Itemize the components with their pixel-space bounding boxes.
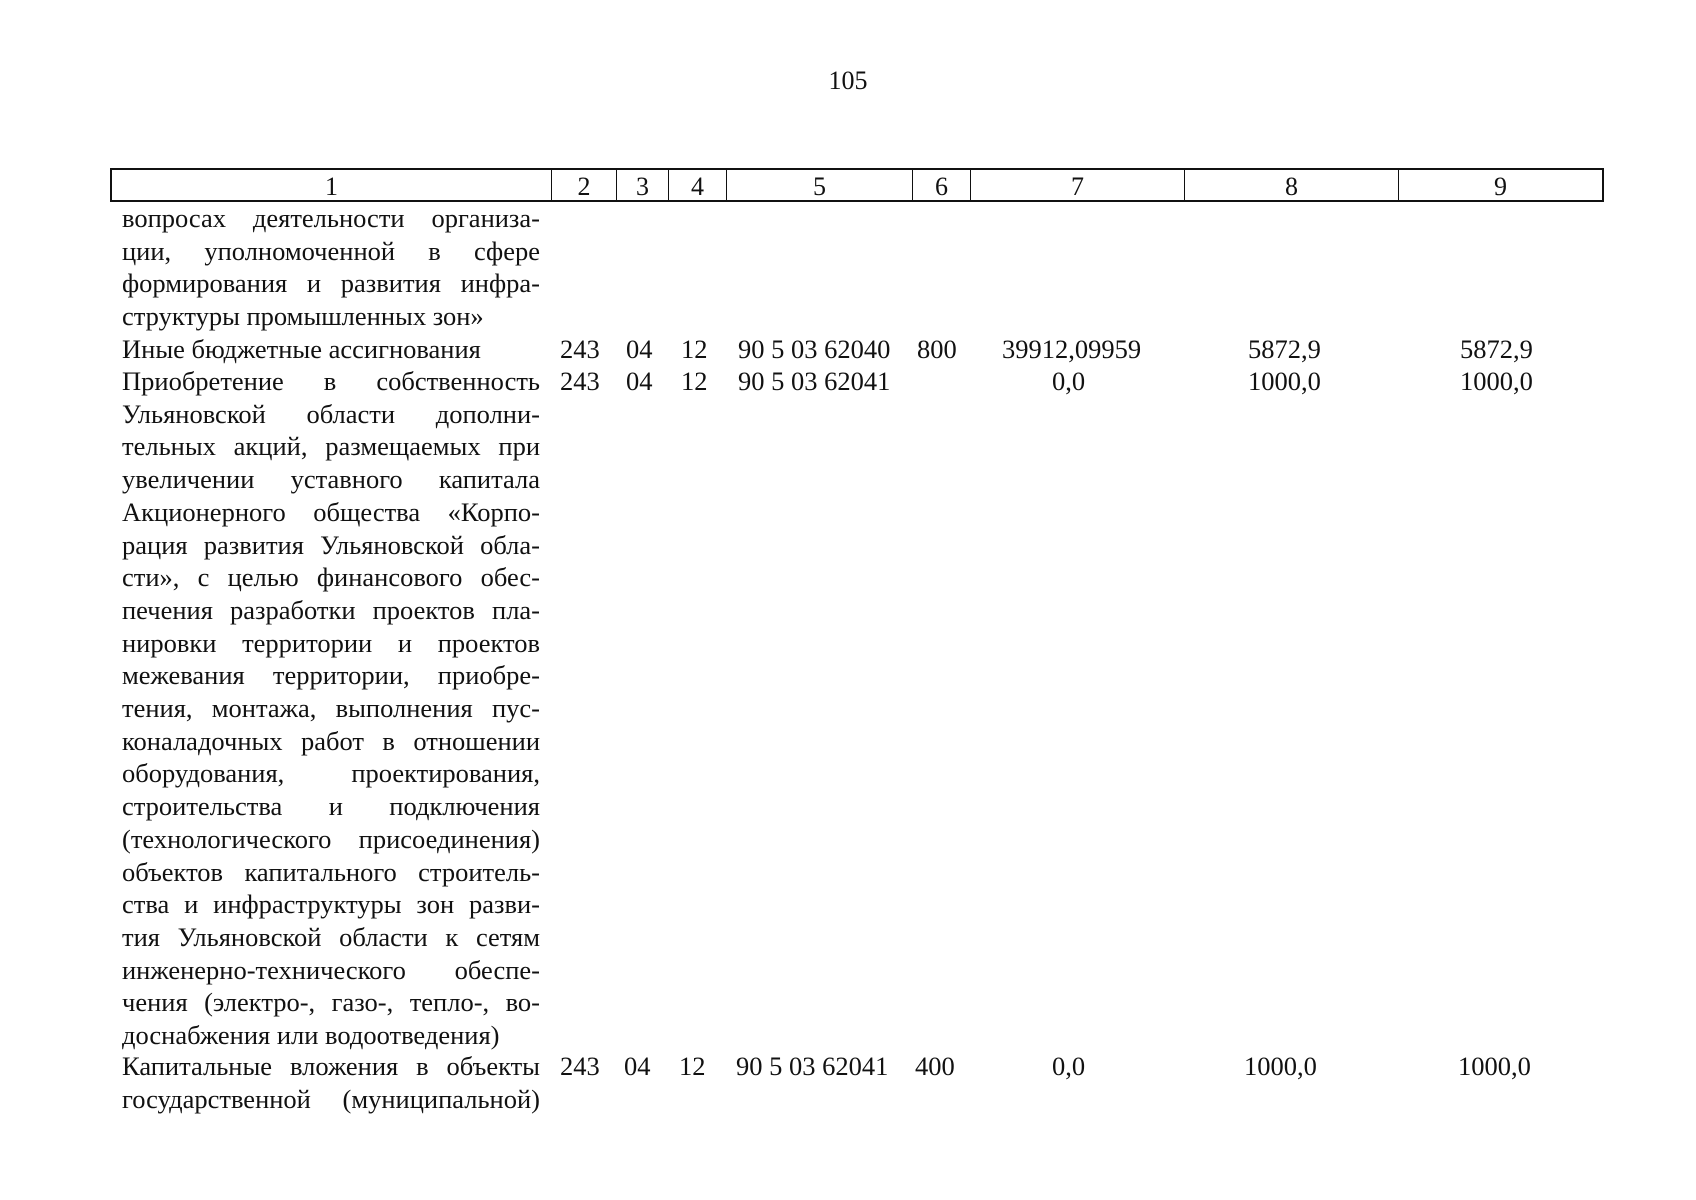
header-cell-3: 3 xyxy=(617,170,669,200)
row-text-line: Приобретение в собственность xyxy=(122,366,540,396)
row-text-line: объектов капитального строитель- xyxy=(122,856,540,887)
cell-col-4: 12 xyxy=(679,1051,706,1081)
row-text-line: нировки территории и проектов xyxy=(122,627,540,658)
cell-col-9: 5872,9 xyxy=(1460,334,1533,364)
row-text-line: межевания территории, приобре- xyxy=(122,660,540,691)
cell-col-8: 5872,9 xyxy=(1248,334,1321,364)
table-row xyxy=(122,365,540,1052)
cell-col-9: 1000,0 xyxy=(1460,366,1533,396)
row-text-line: тельных акций, размещаемых при xyxy=(122,431,540,462)
row-text-line: (технологического присоединения) xyxy=(122,823,540,854)
row-text-line: инженерно-технического обеспе- xyxy=(122,954,540,985)
row-text-line: ства и инфраструктуры зон разви- xyxy=(122,889,540,920)
cell-col-5: 90 5 03 62041 xyxy=(738,366,891,396)
cell-col-5: 90 5 03 62040 xyxy=(738,334,891,364)
row-text-line: Ульяновской области дополни- xyxy=(122,398,540,429)
row-text-line: рация развития Ульяновской обла- xyxy=(122,529,540,560)
cell-col-3: 04 xyxy=(624,1051,651,1081)
cell-col-8: 1000,0 xyxy=(1248,366,1321,396)
header-cell-8: 8 xyxy=(1185,170,1399,200)
cell-col-2: 243 xyxy=(560,1051,600,1081)
cell-col-6: 400 xyxy=(915,1051,955,1081)
header-cell-4: 4 xyxy=(669,170,727,200)
row-text-line: Иные бюджетные ассигнования xyxy=(122,334,481,364)
cell-col-7: 0,0 xyxy=(1052,1051,1086,1081)
cell-col-7: 0,0 xyxy=(1052,366,1086,396)
cell-col-8: 1000,0 xyxy=(1244,1051,1317,1081)
cell-col-2: 243 xyxy=(560,334,600,364)
cell-col-9: 1000,0 xyxy=(1458,1051,1531,1081)
row-text-line: структуры промышленных зон» xyxy=(122,301,484,332)
header-cell-9: 9 xyxy=(1494,172,1507,201)
row-text-line: тения, монтажа, выполнения пус- xyxy=(122,693,540,724)
cell-col-3: 04 xyxy=(626,334,653,364)
cell-col-4: 12 xyxy=(681,334,708,364)
header-cell-7: 7 xyxy=(971,170,1185,200)
row-text-line: чения (электро-, газо-, тепло-, во- xyxy=(122,987,540,1018)
row-text-line: государственной (муниципальной) xyxy=(122,1083,540,1114)
cell-col-7: 39912,09959 xyxy=(1002,334,1142,364)
table-row xyxy=(122,1050,540,1115)
row-text-line: Акционерного общества «Корпо- xyxy=(122,496,540,527)
header-cell-1: 1 xyxy=(112,170,552,200)
row-text-line: формирования и развития инфра- xyxy=(122,268,540,299)
row-text-line: тия Ульяновской области к сетям xyxy=(122,921,540,952)
row-text-line: строительства и подключения xyxy=(122,791,540,822)
header-cell-5: 5 xyxy=(727,170,913,200)
row-text-line: вопросах деятельности организа- xyxy=(122,203,540,233)
cell-col-2: 243 xyxy=(560,366,600,396)
cell-col-5: 90 5 03 62041 xyxy=(736,1051,889,1081)
row-text-line: Капитальные вложения в объекты xyxy=(122,1051,540,1081)
header-cell-6: 6 xyxy=(913,170,971,200)
cell-col-4: 12 xyxy=(681,366,708,396)
row-text-line: оборудования, проектирования, xyxy=(122,758,540,789)
row-text-line: сти», с целью финансового обес- xyxy=(122,562,540,593)
row-text-line: печения разработки проектов пла- xyxy=(122,594,540,625)
cell-col-3: 04 xyxy=(626,366,653,396)
table-header xyxy=(110,168,1604,202)
row-text-line: увеличении уставного капитала xyxy=(122,464,540,495)
row-text-line: доснабжения или водоотведения) xyxy=(122,1020,500,1051)
table-row xyxy=(122,202,540,333)
row-text-line: коналадочных работ в отношении xyxy=(122,725,540,756)
header-cell-2: 2 xyxy=(552,170,617,200)
table-row xyxy=(122,333,540,366)
row-text-line: ции, уполномоченной в сфере xyxy=(122,235,540,266)
page-number: 105 xyxy=(828,66,868,95)
cell-col-6: 800 xyxy=(917,334,957,364)
